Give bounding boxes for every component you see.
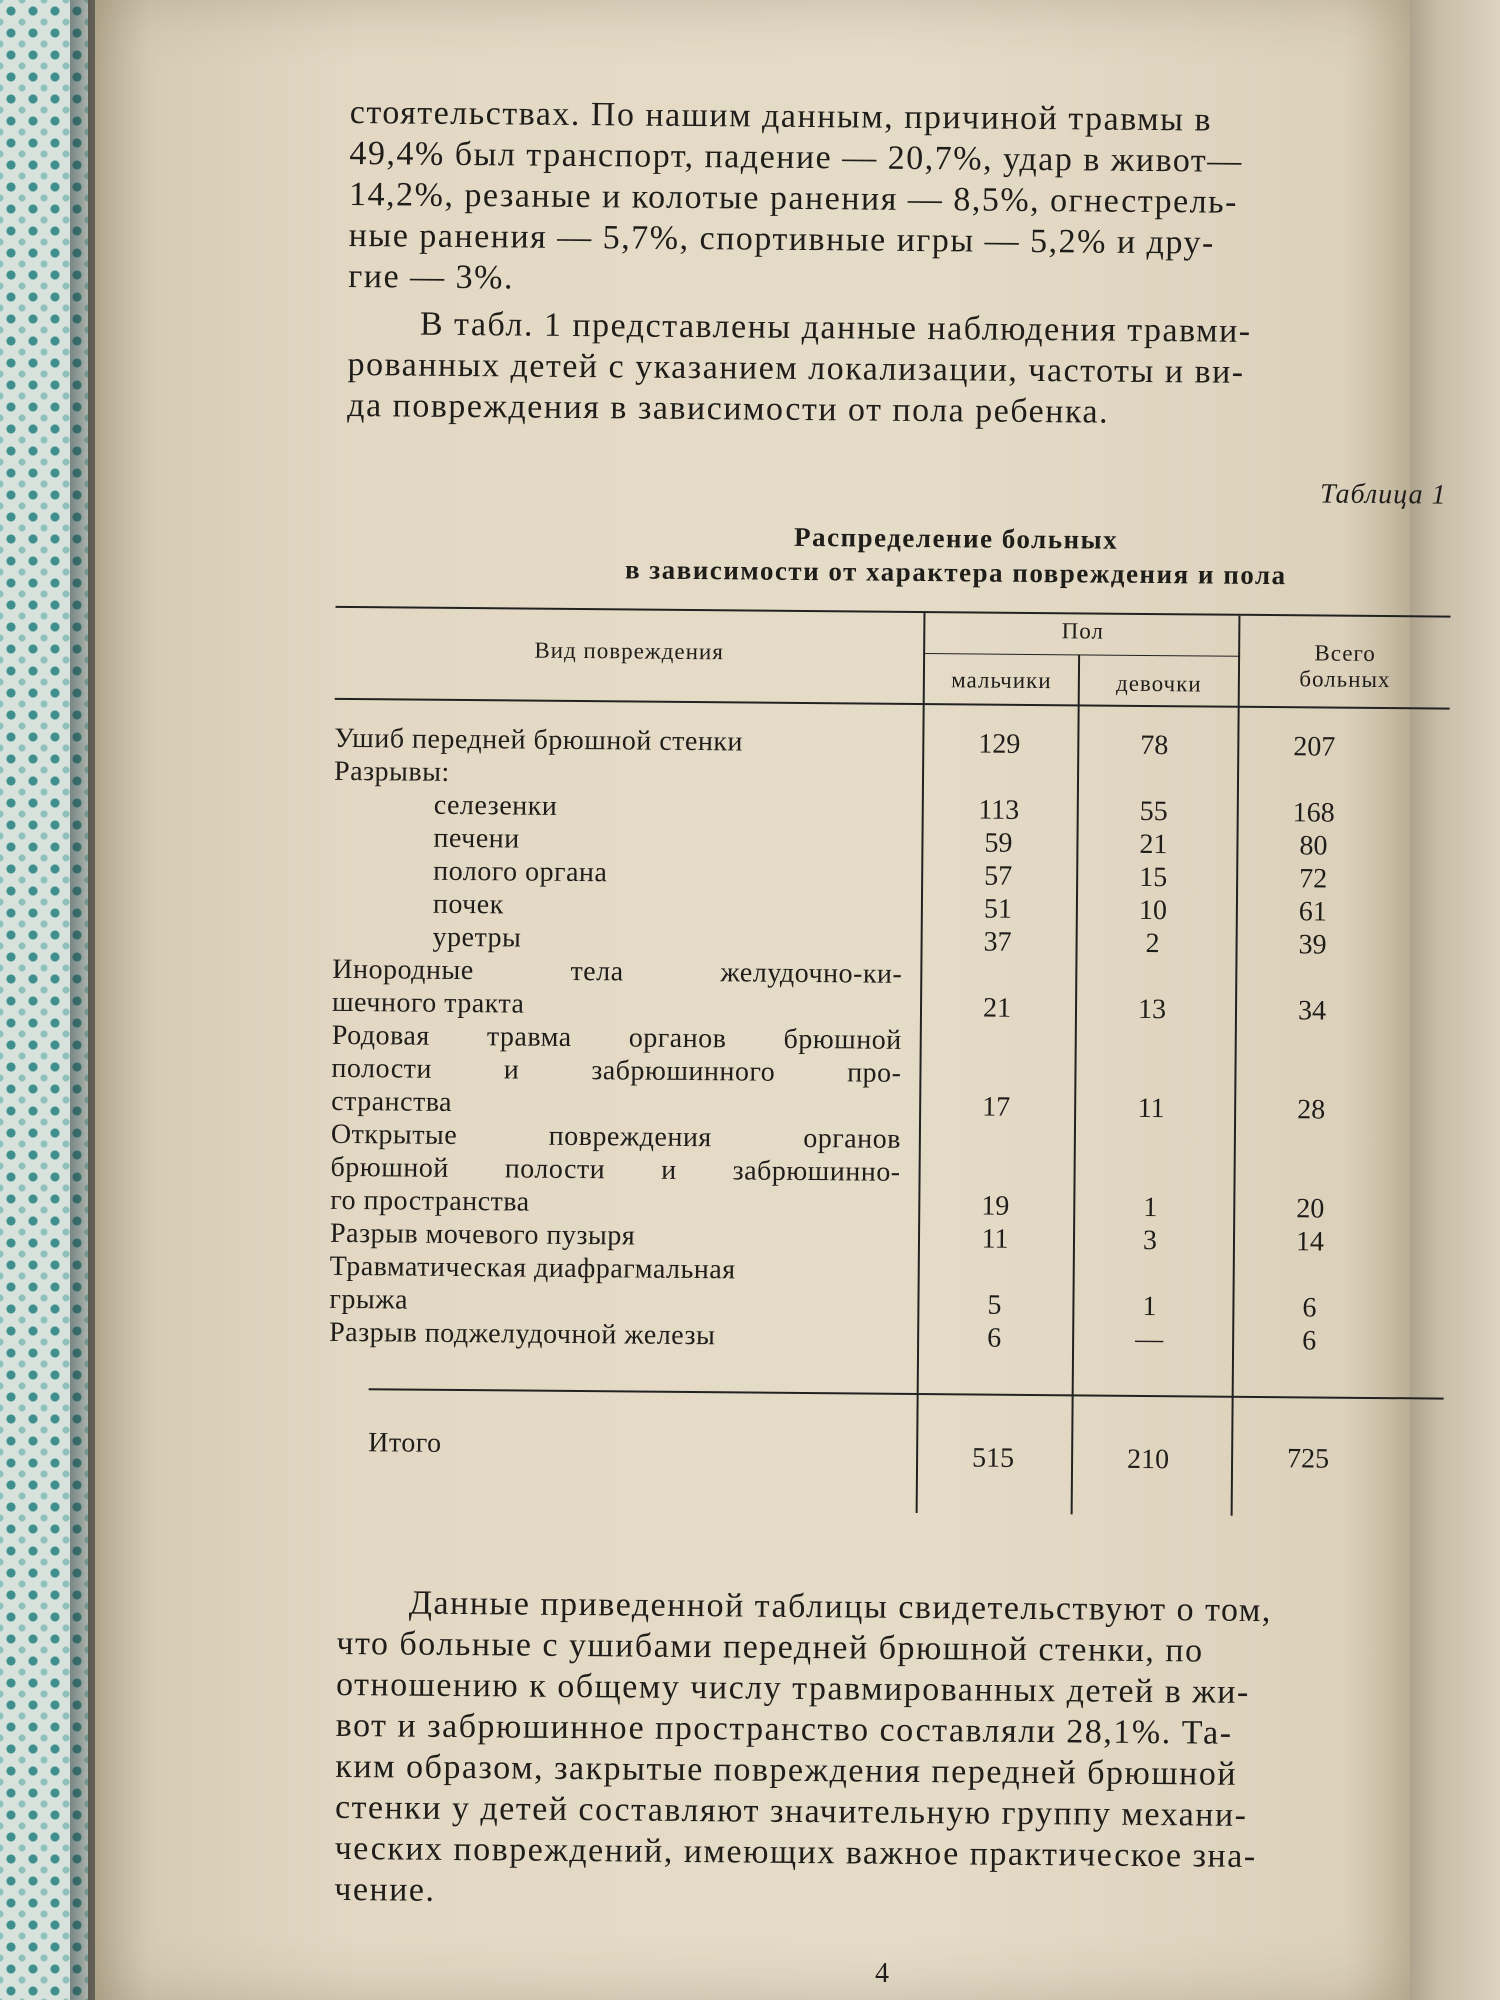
row-label bbox=[332, 953, 903, 1024]
page-content bbox=[329, 92, 1450, 1909]
cell-girls: 1 bbox=[1143, 1191, 1158, 1224]
cell-total: 14 bbox=[1295, 1226, 1325, 1258]
row-label: уретры bbox=[432, 921, 522, 954]
row-label-line: Травматическая диафрагмальная bbox=[329, 1250, 736, 1286]
table-title bbox=[346, 516, 1447, 594]
header-bottom-rule bbox=[335, 698, 1450, 710]
cell-boys: 6 bbox=[987, 1322, 1002, 1354]
header-total-line: больных bbox=[1299, 666, 1391, 693]
injury-table bbox=[326, 596, 1450, 1686]
text-line: да повреждения в зависимости от пола ребенка. bbox=[347, 386, 1110, 431]
text-line: 49,4% был транспорт, падение — 20,7%, удар в живот— bbox=[349, 134, 1243, 180]
cell-girls: 2 bbox=[1145, 927, 1160, 960]
text-line: ные ранения — 5,7%, спортивные игры — 5,2% и дру- bbox=[348, 216, 1215, 262]
cell-total: 6 bbox=[1302, 1325, 1317, 1357]
cell-girls: 3 bbox=[1142, 1224, 1158, 1257]
text-line: чение. bbox=[334, 1870, 436, 1909]
row-label bbox=[330, 1118, 901, 1222]
cell-girls: 78 bbox=[1140, 729, 1169, 762]
total-label: Итого bbox=[368, 1427, 442, 1459]
cell-boys: 57 bbox=[984, 860, 1013, 892]
cell-total: 80 bbox=[1299, 830, 1328, 862]
pol-underline bbox=[925, 653, 1240, 657]
cell-girls: 15 bbox=[1139, 861, 1168, 894]
cell-girls: 13 bbox=[1137, 993, 1167, 1026]
row-label: селезенки bbox=[433, 789, 558, 822]
book-page bbox=[95, 0, 1447, 2000]
cell-boys: 113 bbox=[978, 794, 1020, 826]
paragraph-conclusion bbox=[334, 1582, 1432, 1920]
cell-total: 6 bbox=[1302, 1292, 1317, 1324]
text-line: Данные приведенной таблицы свидетельствуют о том, bbox=[408, 1584, 1273, 1630]
cell-girls: 55 bbox=[1139, 795, 1168, 828]
column-divider bbox=[1071, 654, 1081, 1514]
row-label bbox=[329, 1250, 900, 1321]
header-total bbox=[1240, 640, 1450, 694]
text-line: отношению к общему числу травмированных детей в жи- bbox=[335, 1665, 1250, 1711]
row-label-line: го пространства bbox=[330, 1184, 530, 1218]
row-label: Ушиб передней брюшной стенки bbox=[334, 722, 744, 758]
table-title-line: Распределение больных bbox=[793, 521, 1119, 555]
row-label: Разрыв мочевого пузыря bbox=[329, 1217, 636, 1252]
cell-boys: 5 bbox=[987, 1289, 1002, 1321]
cell-total: 34 bbox=[1297, 995, 1327, 1027]
table-title-line: в зависимости от характера повреждения и пола bbox=[624, 554, 1287, 591]
text-line: гие — 3%. bbox=[348, 257, 515, 297]
header-sex: Пол bbox=[1061, 618, 1105, 644]
cell-total: 168 bbox=[1292, 797, 1335, 829]
cell-total: 20 bbox=[1296, 1193, 1325, 1225]
cell-total: 207 bbox=[1293, 731, 1336, 763]
cell-boys: 11 bbox=[981, 1223, 1009, 1255]
cell-total: 28 bbox=[1297, 1094, 1326, 1126]
text-line: 14,2%, резаные и колотые ранения — 8,5%, огнестрель- bbox=[348, 175, 1239, 221]
total-girls: 210 bbox=[1126, 1443, 1170, 1476]
row-label-line: шечного тракта bbox=[331, 986, 525, 1020]
row-label bbox=[331, 1019, 902, 1123]
total-boys: 515 bbox=[971, 1442, 1015, 1474]
text-line: ческих повреждений, имеющих важное практическое зна- bbox=[334, 1829, 1257, 1875]
total-all: 725 bbox=[1286, 1443, 1330, 1475]
cell-girls: 11 bbox=[1137, 1092, 1165, 1125]
page-number: 4 bbox=[875, 1958, 889, 1989]
cell-total: 39 bbox=[1298, 929, 1327, 961]
cell-boys: 59 bbox=[984, 827, 1013, 859]
row-label-line: полости и забрюшинного про- bbox=[331, 1052, 902, 1089]
header-injury-type: Вид повреждения bbox=[534, 637, 724, 665]
table-top-rule bbox=[335, 606, 1450, 618]
text-line: ким образом, закрытые повреждения передней брюшной bbox=[335, 1747, 1238, 1793]
text-line: что больные с ушибами передней брюшной стенки, по bbox=[336, 1624, 1204, 1670]
row-label-line: странства bbox=[331, 1085, 453, 1118]
row-label: почек bbox=[432, 888, 504, 921]
table-label: Таблица 1 bbox=[1319, 478, 1447, 511]
row-label: Разрывы: bbox=[333, 755, 450, 788]
total-separator-rule bbox=[369, 1388, 1444, 1399]
row-label: полого органа bbox=[433, 855, 608, 889]
text-line: рованных детей с указанием локализации, частоты и ви- bbox=[347, 345, 1245, 391]
cell-total: 72 bbox=[1299, 863, 1328, 895]
paragraph-table-intro bbox=[347, 303, 1443, 436]
row-label-line: грыжа bbox=[329, 1283, 409, 1316]
cell-boys: 51 bbox=[983, 893, 1013, 925]
cell-girls: 21 bbox=[1139, 828, 1168, 861]
cell-boys: 37 bbox=[983, 926, 1012, 958]
cell-boys: 17 bbox=[982, 1091, 1011, 1123]
header-girls: девочки bbox=[1115, 670, 1202, 697]
cell-boys: 21 bbox=[982, 992, 1012, 1024]
table-total-row bbox=[328, 1426, 1443, 1476]
header-boys: мальчики bbox=[951, 667, 1052, 694]
text-line: стенки у детей составляют значительную группу механи- bbox=[334, 1788, 1248, 1834]
paragraph-causes bbox=[348, 92, 1445, 307]
row-label-line: Инородные тела желудочно-ки- bbox=[332, 953, 903, 990]
text-line: вот и забрюшинное пространство составляли 28,1%. Та- bbox=[335, 1706, 1233, 1752]
header-total-line: Всего bbox=[1314, 640, 1376, 666]
text-line: стоятельствах. По нашим данным, причиной травмы в bbox=[349, 93, 1213, 139]
cell-boys: 19 bbox=[981, 1190, 1010, 1222]
row-label-line: Родовая травма органов брюшной bbox=[331, 1019, 902, 1056]
cell-girls: 1 bbox=[1142, 1290, 1157, 1323]
table-row bbox=[334, 722, 1450, 763]
row-label: печени bbox=[433, 822, 520, 855]
row-label-line: брюшной полости и забрюшинно- bbox=[330, 1151, 901, 1188]
cell-total: 61 bbox=[1298, 896, 1328, 928]
row-label: Разрыв поджелудочной железы bbox=[329, 1316, 716, 1352]
row-label-line: Открытые повреждения органов bbox=[330, 1118, 902, 1155]
cell-boys: 129 bbox=[978, 728, 1021, 760]
cell-girls: — bbox=[1135, 1323, 1164, 1356]
cell-girls: 10 bbox=[1138, 894, 1168, 927]
text-line: В табл. 1 представлены данные наблюдения травми- bbox=[419, 305, 1252, 350]
